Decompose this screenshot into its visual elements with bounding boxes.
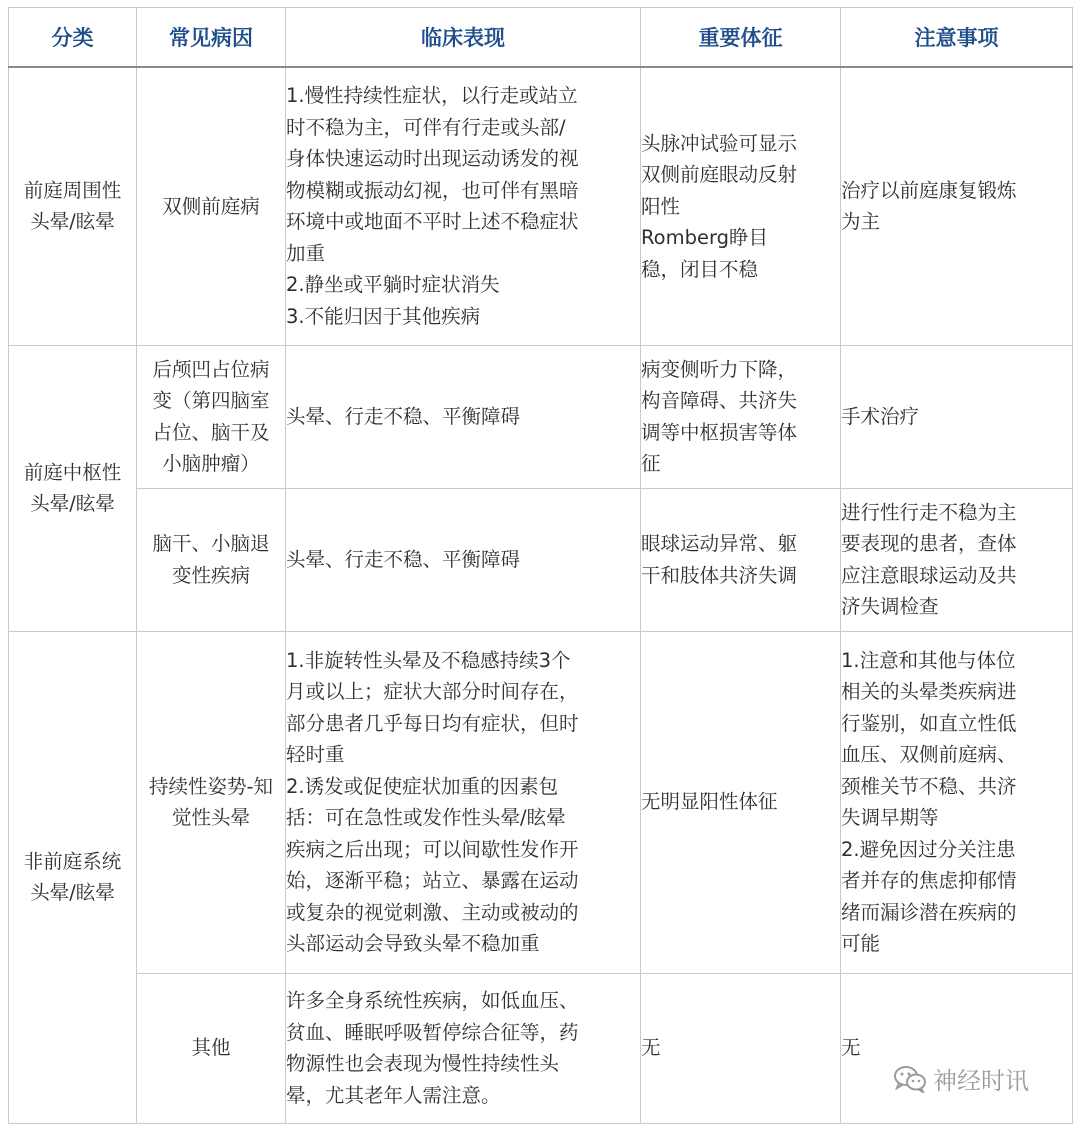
signs-cell: 头脉冲试验可显示 双侧前庭眼动反射 阳性 Romberg睁目 稳，闭目不稳 [641,67,841,345]
category-cell: 非前庭系统 头晕/眩晕 [9,631,137,1123]
notes-cell: 进行性行走不稳为主 要表现的患者，查体 应注意眼球运动及共 济失调检查 [841,488,1073,631]
watermark-text: 神经时讯 [933,1067,1029,1095]
table-row [9,631,1073,973]
notes-cell: 无 [841,973,1073,1123]
cause-cell: 持续性姿势-知 觉性头晕 [137,631,286,973]
notes-cell: 1.注意和其他与体位 相关的头晕类疾病进 行鉴别，如直立性低 血压、双侧前庭病、 颈椎关节不稳、共济 失调早期等 2.避免因过分关注患 者并存的焦虑抑郁情 绪而漏诊潜在疾病的 可能 [841,631,1073,973]
cause-cell: 脑干、小脑退 变性疾病 [137,488,286,631]
clinical-cell: 许多全身系统性疾病，如低血压、 贫血、睡眠呼吸暂停综合征等，药 物源性也会表现为慢性持续性头 晕，尤其老年人需注意。 [286,973,641,1123]
watermark [893,1061,1029,1096]
signs-cell: 眼球运动异常、躯 干和肢体共济失调 [641,488,841,631]
clinical-cell: 1.非旋转性头晕及不稳感持续3个 月或以上；症状大部分时间存在， 部分患者几乎每日均有症状，但时 轻时重 2.诱发或促使症状加重的因素包 括：可在急性或发作性头晕/眩晕 疾病之后出现；可以间歇性发作开 始，逐渐平稳；站立、暴露在运动 或复杂的视觉刺激、主动或被动的 头部运动会导致头晕不稳加重 [286,631,641,973]
clinical-cell: 头晕、行走不稳、平衡障碍 [286,488,641,631]
header-clinical: 临床表现 [286,8,641,68]
category-cell: 前庭周围性 头晕/眩晕 [9,67,137,345]
notes-cell: 手术治疗 [841,345,1073,488]
signs-cell: 病变侧听力下降， 构音障碍、共济失 调等中枢损害等体 征 [641,345,841,488]
table-row [9,488,1073,631]
table-header-row [9,8,1073,68]
header-notes: 注意事项 [841,8,1073,68]
table-row [9,67,1073,345]
clinical-cell: 1.慢性持续性症状，以行走或站立 时不稳为主，可伴有行走或头部/ 身体快速运动时出现运动诱发的视 物模糊或振动幻视，也可伴有黑暗 环境中或地面不平时上述不稳症状 加重 2.静坐或平躺时症状消失 3.不能归因于其他疾病 [286,67,641,345]
notes-cell: 治疗以前庭康复锻炼 为主 [841,67,1073,345]
cause-cell: 双侧前庭病 [137,67,286,345]
clinical-cell: 头晕、行走不稳、平衡障碍 [286,345,641,488]
signs-cell: 无明显阳性体征 [641,631,841,973]
header-cause: 常见病因 [137,8,286,68]
header-category: 分类 [9,8,137,68]
table-row [9,345,1073,488]
category-cell: 前庭中枢性 头晕/眩晕 [9,345,137,631]
header-signs: 重要体征 [641,8,841,68]
cause-cell: 其他 [137,973,286,1123]
cause-cell: 后颅凹占位病 变（第四脑室 占位、脑干及 小脑肿瘤） [137,345,286,488]
table-row [9,973,1073,1123]
wechat-icon [893,1065,927,1093]
signs-cell: 无 [641,973,841,1123]
clinical-table [8,7,1073,1124]
